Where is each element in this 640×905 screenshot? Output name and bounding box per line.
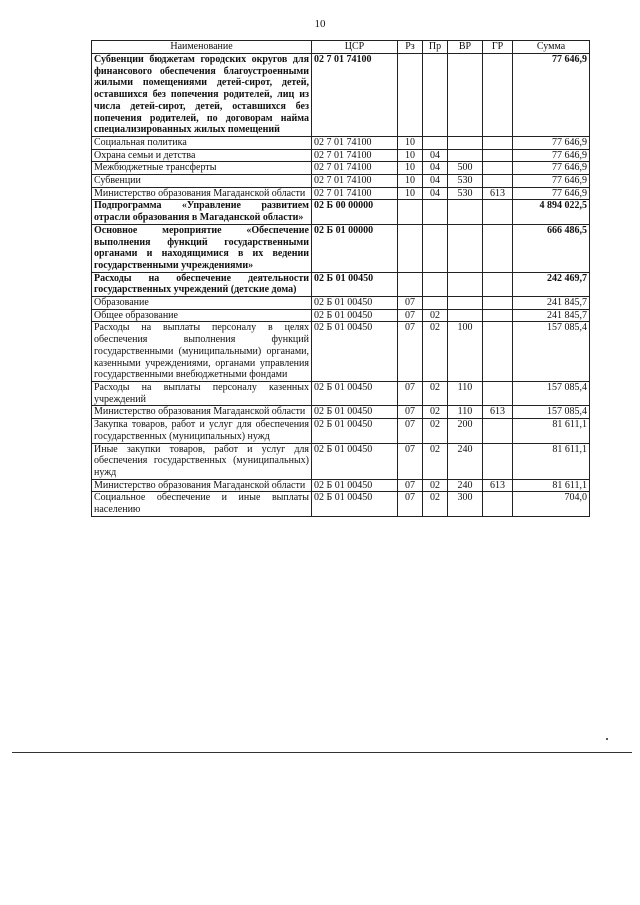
- cell-csr: 02 Б 01 00450: [312, 479, 398, 492]
- cell-vr: 110: [448, 381, 483, 405]
- cell-name: Закупка товаров, работ и услуг для обеспечения государственных (муниципальных) нужд: [92, 419, 312, 443]
- cell-csr: 02 7 01 74100: [312, 162, 398, 175]
- cell-rz: [398, 54, 423, 137]
- cell-sum: 157 085,4: [513, 406, 590, 419]
- cell-gr: [483, 492, 513, 516]
- cell-gr: [483, 200, 513, 224]
- cell-name: Образование: [92, 297, 312, 310]
- cell-name: Субвенции бюджетам городских округов для финансового обеспечения благоустроенными жилыми помещениями детей-сирот, детей, оставшихся без попечения родителей, лиц из числа детей-сирот, детей, оставшихся без попечения родителей, по договорам найма специализированных жилых помещений: [92, 54, 312, 137]
- cell-sum: 81 611,1: [513, 443, 590, 479]
- cell-gr: [483, 297, 513, 310]
- cell-csr: 02 7 01 74100: [312, 149, 398, 162]
- cell-csr: 02 Б 01 00450: [312, 381, 398, 405]
- table-row: [92, 297, 590, 310]
- cell-sum: 157 085,4: [513, 322, 590, 382]
- cell-vr: [448, 54, 483, 137]
- cell-rz: 07: [398, 381, 423, 405]
- cell-gr: [483, 381, 513, 405]
- cell-csr: 02 Б 01 00450: [312, 492, 398, 516]
- cell-gr: 613: [483, 187, 513, 200]
- cell-vr: 100: [448, 322, 483, 382]
- cell-gr: [483, 443, 513, 479]
- header-gr: ГР: [483, 41, 513, 54]
- table-row: [92, 136, 590, 149]
- cell-sum: 77 646,9: [513, 162, 590, 175]
- cell-name: Расходы на выплаты персоналу казенных учреждений: [92, 381, 312, 405]
- cell-name: Подпрограмма «Управление развитием отрасли образования в Магаданской области»: [92, 200, 312, 224]
- header-sum: Сумма: [513, 41, 590, 54]
- cell-name: Расходы на выплаты персоналу в целях обеспечения выполнения функций государственными (муниципальными) органами, казенными учреждениями, органами управления государственными внебюджетными фондами: [92, 322, 312, 382]
- cell-pr: [423, 272, 448, 296]
- cell-rz: [398, 200, 423, 224]
- cell-pr: 02: [423, 479, 448, 492]
- cell-vr: 300: [448, 492, 483, 516]
- cell-rz: 07: [398, 406, 423, 419]
- cell-gr: [483, 162, 513, 175]
- cell-gr: [483, 149, 513, 162]
- cell-rz: 10: [398, 162, 423, 175]
- table-row: [92, 406, 590, 419]
- footer-divider: [12, 752, 632, 753]
- cell-rz: 07: [398, 419, 423, 443]
- cell-pr: [423, 297, 448, 310]
- cell-sum: 704,0: [513, 492, 590, 516]
- cell-sum: 241 845,7: [513, 297, 590, 310]
- cell-vr: 200: [448, 419, 483, 443]
- cell-rz: 07: [398, 443, 423, 479]
- cell-gr: [483, 272, 513, 296]
- cell-name: Охрана семьи и детства: [92, 149, 312, 162]
- cell-gr: [483, 224, 513, 272]
- cell-vr: [448, 297, 483, 310]
- cell-gr: [483, 309, 513, 322]
- cell-csr: 02 Б 01 00450: [312, 443, 398, 479]
- table-row: [92, 162, 590, 175]
- cell-name: Социальное обеспечение и иные выплаты населению: [92, 492, 312, 516]
- header-name: Наименование: [92, 41, 312, 54]
- cell-sum: 241 845,7: [513, 309, 590, 322]
- cell-rz: 07: [398, 322, 423, 382]
- header-pr: Пр: [423, 41, 448, 54]
- cell-csr: 02 7 01 74100: [312, 136, 398, 149]
- cell-sum: 77 646,9: [513, 149, 590, 162]
- cell-vr: 500: [448, 162, 483, 175]
- table-row: [92, 479, 590, 492]
- cell-gr: 613: [483, 406, 513, 419]
- cell-rz: 10: [398, 175, 423, 188]
- cell-pr: 02: [423, 309, 448, 322]
- table-row: [92, 272, 590, 296]
- cell-pr: 04: [423, 187, 448, 200]
- cell-csr: 02 Б 01 00450: [312, 272, 398, 296]
- cell-name: Министерство образования Магаданской области: [92, 479, 312, 492]
- cell-pr: 04: [423, 162, 448, 175]
- cell-sum: 77 646,9: [513, 136, 590, 149]
- cell-sum: 242 469,7: [513, 272, 590, 296]
- table-row: [92, 175, 590, 188]
- cell-rz: [398, 224, 423, 272]
- cell-sum: 4 894 022,5: [513, 200, 590, 224]
- table-row: [92, 443, 590, 479]
- budget-table: [91, 40, 590, 517]
- cell-csr: 02 Б 01 00450: [312, 406, 398, 419]
- table-body: [92, 54, 590, 517]
- header-csr: ЦСР: [312, 41, 398, 54]
- table-header-row: [92, 41, 590, 54]
- cell-gr: [483, 136, 513, 149]
- cell-gr: [483, 322, 513, 382]
- cell-name: Основное мероприятие «Обеспечение выполнения функций государственными органами и находящимися в их ведении государственными учреждениями»: [92, 224, 312, 272]
- header-rz: Рз: [398, 41, 423, 54]
- table-row: [92, 322, 590, 382]
- cell-pr: 02: [423, 406, 448, 419]
- cell-sum: 77 646,9: [513, 54, 590, 137]
- table-row: [92, 309, 590, 322]
- cell-csr: 02 Б 01 00450: [312, 309, 398, 322]
- cell-csr: 02 7 01 74100: [312, 187, 398, 200]
- cell-rz: 07: [398, 309, 423, 322]
- cell-pr: 04: [423, 149, 448, 162]
- cell-rz: 07: [398, 492, 423, 516]
- table-row: [92, 149, 590, 162]
- cell-gr: [483, 54, 513, 137]
- cell-pr: 04: [423, 175, 448, 188]
- header-vr: ВР: [448, 41, 483, 54]
- cell-csr: 02 Б 01 00000: [312, 224, 398, 272]
- page-number: 10: [314, 18, 326, 30]
- cell-name: Субвенции: [92, 175, 312, 188]
- cell-pr: 02: [423, 419, 448, 443]
- cell-name: Социальная политика: [92, 136, 312, 149]
- cell-gr: [483, 419, 513, 443]
- cell-vr: [448, 224, 483, 272]
- cell-sum: 157 085,4: [513, 381, 590, 405]
- cell-vr: [448, 272, 483, 296]
- cell-csr: 02 7 01 74100: [312, 175, 398, 188]
- cell-vr: 530: [448, 175, 483, 188]
- cell-name: Иные закупки товаров, работ и услуг для обеспечения государственных (муниципальных) нужд: [92, 443, 312, 479]
- cell-rz: 10: [398, 136, 423, 149]
- cell-pr: [423, 136, 448, 149]
- cell-pr: 02: [423, 492, 448, 516]
- table-row: [92, 187, 590, 200]
- cell-vr: [448, 309, 483, 322]
- cell-sum: 77 646,9: [513, 187, 590, 200]
- cell-vr: 240: [448, 479, 483, 492]
- cell-pr: 02: [423, 381, 448, 405]
- cell-pr: 02: [423, 322, 448, 382]
- cell-name: Министерство образования Магаданской области: [92, 187, 312, 200]
- cell-csr: 02 7 01 74100: [312, 54, 398, 137]
- cell-vr: [448, 200, 483, 224]
- cell-name: Межбюджетные трансферты: [92, 162, 312, 175]
- cell-vr: [448, 149, 483, 162]
- cell-sum: 81 611,1: [513, 419, 590, 443]
- cell-sum: 666 486,5: [513, 224, 590, 272]
- cell-name: Министерство образования Магаданской области: [92, 406, 312, 419]
- cell-sum: 81 611,1: [513, 479, 590, 492]
- cell-rz: 10: [398, 149, 423, 162]
- cell-vr: [448, 136, 483, 149]
- cell-vr: 240: [448, 443, 483, 479]
- cell-csr: 02 Б 01 00450: [312, 322, 398, 382]
- cell-pr: [423, 224, 448, 272]
- cell-gr: 613: [483, 479, 513, 492]
- cell-gr: [483, 175, 513, 188]
- scan-speck: [606, 738, 608, 740]
- cell-vr: 530: [448, 187, 483, 200]
- cell-pr: [423, 200, 448, 224]
- table-row: [92, 54, 590, 137]
- table-row: [92, 419, 590, 443]
- cell-rz: 07: [398, 479, 423, 492]
- cell-rz: 10: [398, 187, 423, 200]
- cell-vr: 110: [448, 406, 483, 419]
- table-row: [92, 381, 590, 405]
- cell-name: Расходы на обеспечение деятельности государственных учреждений (детские дома): [92, 272, 312, 296]
- cell-sum: 77 646,9: [513, 175, 590, 188]
- cell-rz: [398, 272, 423, 296]
- cell-csr: 02 Б 01 00450: [312, 297, 398, 310]
- table-row: [92, 200, 590, 224]
- cell-csr: 02 Б 00 00000: [312, 200, 398, 224]
- cell-pr: [423, 54, 448, 137]
- table-row: [92, 492, 590, 516]
- cell-name: Общее образование: [92, 309, 312, 322]
- cell-pr: 02: [423, 443, 448, 479]
- cell-rz: 07: [398, 297, 423, 310]
- cell-csr: 02 Б 01 00450: [312, 419, 398, 443]
- table-row: [92, 224, 590, 272]
